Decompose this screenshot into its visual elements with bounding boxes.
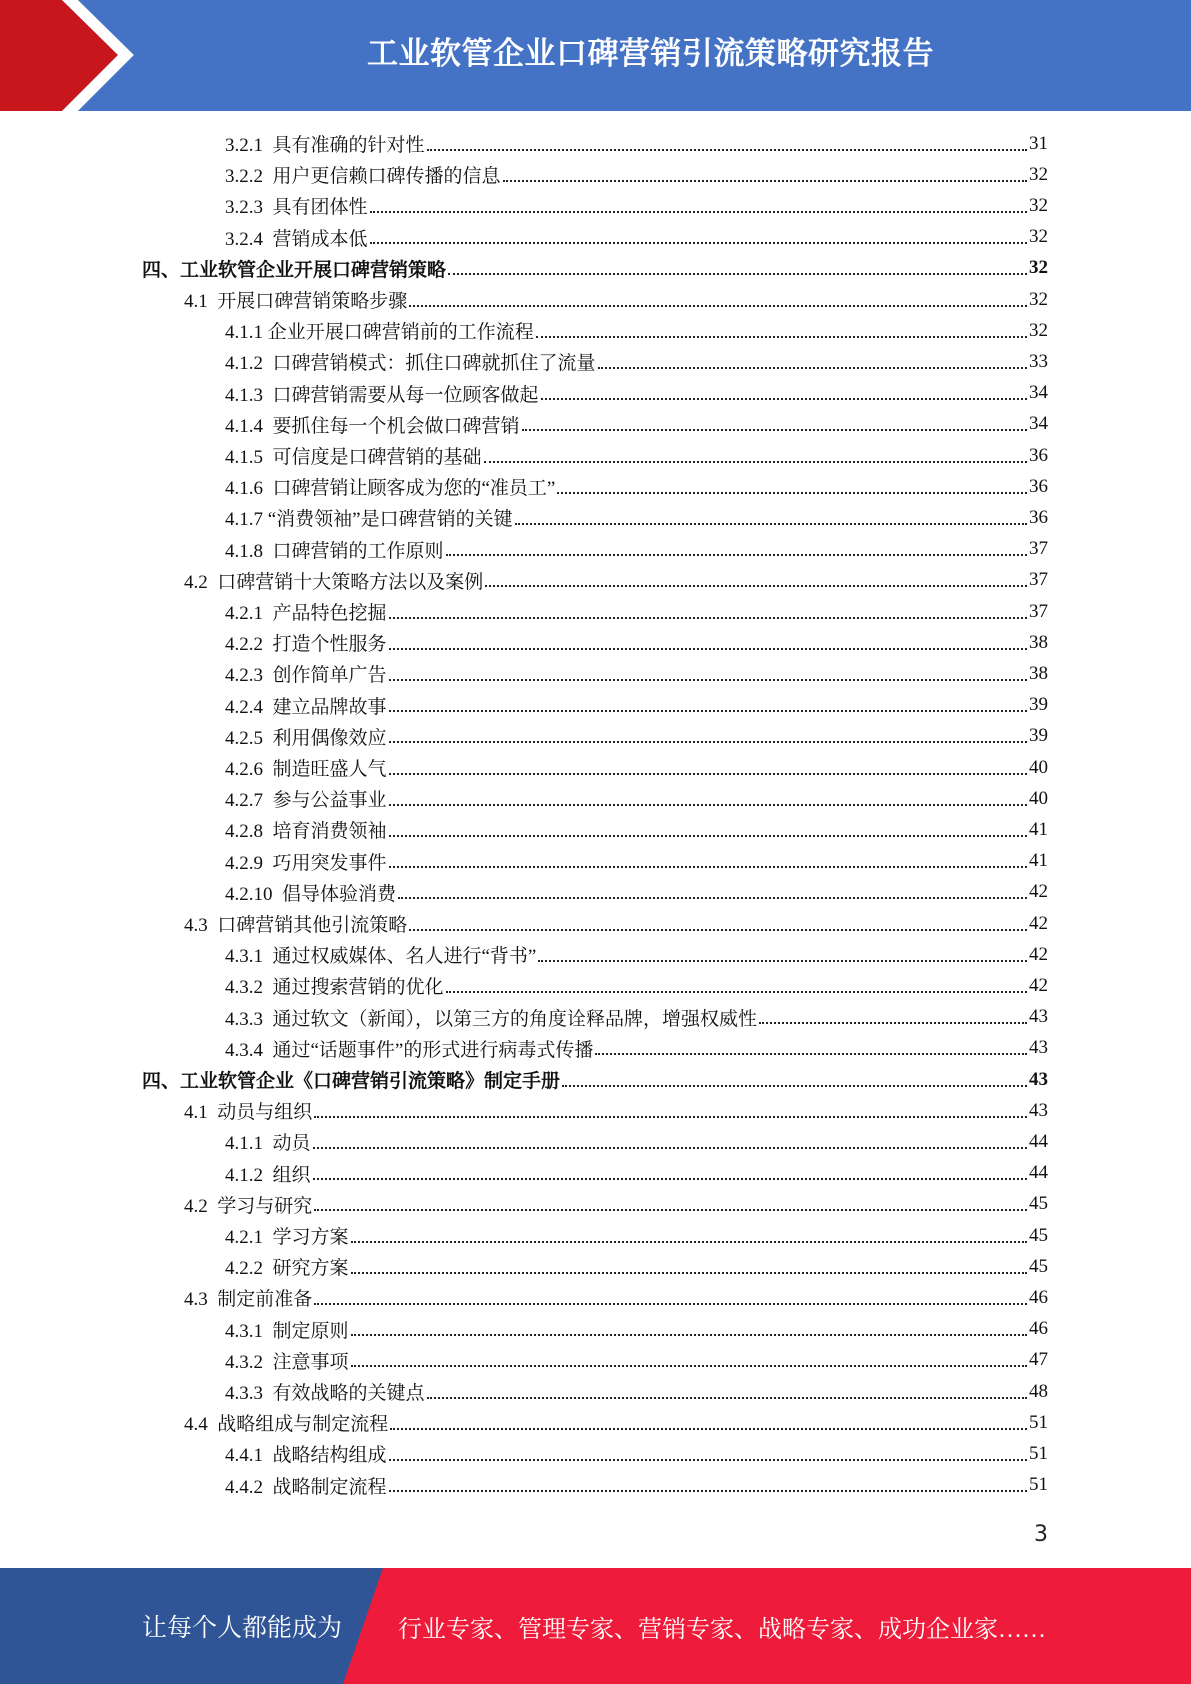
toc-leader-dots bbox=[541, 398, 1027, 400]
toc-entry[interactable] bbox=[225, 721, 1048, 752]
toc-leader-dots bbox=[595, 1053, 1027, 1055]
toc-leader-dots bbox=[562, 1085, 1027, 1087]
toc-entry[interactable] bbox=[184, 1407, 1048, 1438]
toc-leader-dots bbox=[389, 648, 1027, 650]
toc-entry[interactable] bbox=[225, 502, 1048, 533]
toc-entry-page: 42 bbox=[1029, 943, 1048, 965]
toc-entry-label: 4.3.4 通过“话题事件”的形式进行病毒式传播 bbox=[225, 1039, 594, 1061]
toc-leader-dots bbox=[351, 1365, 1027, 1367]
toc-entry-page: 38 bbox=[1029, 662, 1048, 684]
toc-entry-page: 37 bbox=[1029, 569, 1048, 591]
toc-leader-dots bbox=[389, 773, 1027, 775]
toc-leader-dots bbox=[313, 1178, 1027, 1180]
toc-leader-dots bbox=[409, 929, 1027, 931]
toc-entry[interactable] bbox=[225, 471, 1048, 502]
toc-entry[interactable] bbox=[225, 1470, 1048, 1501]
toc-entry-label: 4.1.7 “消费领袖”是口碑营销的关键 bbox=[225, 509, 513, 531]
toc-entry-label: 4.1.2 口碑营销模式：抓住口碑就抓住了流量 bbox=[225, 353, 596, 375]
toc-leader-dots bbox=[389, 804, 1027, 806]
toc-entry-label: 3.2.3 具有团体性 bbox=[225, 197, 368, 219]
toc-entry-label: 3.2.2 用户更信赖口碑传播的信息 bbox=[225, 166, 501, 188]
toc-entry-page: 42 bbox=[1029, 881, 1048, 903]
toc-entry[interactable] bbox=[225, 783, 1048, 814]
toc-leader-dots bbox=[313, 1147, 1027, 1149]
toc-entry[interactable] bbox=[225, 1251, 1048, 1282]
toc-entry-page: 36 bbox=[1029, 506, 1048, 528]
toc-entry[interactable] bbox=[225, 159, 1048, 190]
toc-entry-label: 4.3 口碑营销其他引流策略 bbox=[184, 915, 408, 936]
toc-entry-page: 32 bbox=[1029, 319, 1048, 341]
toc-entry-label: 3.2.1 具有准确的针对性 bbox=[225, 135, 425, 156]
toc-entry[interactable] bbox=[225, 1002, 1048, 1033]
toc-leader-dots bbox=[389, 741, 1027, 743]
toc-entry-label: 4.2.10 倡导体验消费 bbox=[225, 883, 397, 905]
toc-entry-label: 4.1.3 口碑营销需要从每一位顾客做起 bbox=[225, 384, 539, 406]
toc-entry-page: 42 bbox=[1029, 974, 1048, 996]
toc-entry-label: 4.3.3 有效战略的关键点 bbox=[225, 1383, 425, 1404]
toc-entry-page: 47 bbox=[1029, 1349, 1048, 1371]
toc-entry-page: 43 bbox=[1029, 1037, 1048, 1059]
toc-entry-page: 32 bbox=[1029, 257, 1048, 279]
toc-entry[interactable] bbox=[184, 1189, 1048, 1220]
footer-slogan-left: 让每个人都能成为 bbox=[142, 1615, 343, 1642]
toc-entry-page: 43 bbox=[1029, 1068, 1048, 1090]
toc-leader-dots bbox=[390, 1428, 1027, 1430]
toc-entry[interactable] bbox=[225, 346, 1048, 377]
toc-entry[interactable] bbox=[225, 846, 1048, 877]
toc-entry-page: 36 bbox=[1029, 444, 1048, 466]
toc-entry-page: 37 bbox=[1029, 538, 1048, 560]
toc-leader-dots bbox=[446, 991, 1027, 993]
toc-leader-dots bbox=[598, 367, 1027, 369]
toc-entry[interactable] bbox=[225, 1314, 1048, 1345]
toc-leader-dots bbox=[759, 1022, 1027, 1024]
toc-entry-page: 31 bbox=[1029, 132, 1048, 154]
toc-entry-label: 4.1.1 动员 bbox=[225, 1133, 311, 1155]
toc-entry-page: 43 bbox=[1029, 1099, 1048, 1121]
toc-entry-page: 32 bbox=[1029, 226, 1048, 248]
toc-entry-label: 4.2.2 研究方案 bbox=[225, 1258, 349, 1280]
toc-entry-page: 44 bbox=[1029, 1162, 1048, 1184]
toc-entry[interactable] bbox=[184, 908, 1048, 939]
toc-entry-page: 45 bbox=[1029, 1255, 1048, 1277]
toc-entry[interactable] bbox=[225, 658, 1048, 689]
toc-entry-label: 4.3.1 通过权威媒体、名人进行“背书” bbox=[225, 946, 537, 968]
toc-entry[interactable] bbox=[225, 1438, 1048, 1469]
toc-entry-label: 4.2.7 参与公益事业 bbox=[225, 790, 387, 812]
page-header bbox=[0, 0, 1191, 111]
toc-entry[interactable] bbox=[142, 253, 1048, 284]
toc-leader-dots bbox=[427, 149, 1027, 151]
toc-entry-label: 四、工业软管企业《口碑营销引流策略》制定手册 bbox=[142, 1071, 561, 1092]
toc-leader-dots bbox=[389, 1490, 1027, 1492]
toc-entry-label: 4.1.8 口碑营销的工作原则 bbox=[225, 540, 444, 562]
toc-entry-page: 32 bbox=[1029, 163, 1048, 185]
toc-entry-page: 37 bbox=[1029, 600, 1048, 622]
toc-entry[interactable] bbox=[184, 1095, 1048, 1126]
toc-entry-label: 四、工业软管企业开展口碑营销策略 bbox=[142, 259, 447, 281]
toc-leader-dots bbox=[515, 523, 1027, 525]
toc-leader-dots bbox=[485, 585, 1027, 587]
toc-leader-dots bbox=[389, 617, 1027, 619]
toc-leader-dots bbox=[538, 960, 1027, 962]
page-footer bbox=[0, 1568, 1191, 1684]
toc-entry-page: 40 bbox=[1029, 756, 1048, 778]
toc-entry-label: 4.1 开展口碑营销策略步骤 bbox=[184, 291, 408, 312]
toc-leader-dots bbox=[522, 429, 1027, 431]
toc-leader-dots bbox=[351, 1241, 1027, 1243]
toc-entry[interactable] bbox=[184, 1282, 1048, 1313]
toc-leader-dots bbox=[446, 554, 1027, 556]
toc-entry[interactable] bbox=[225, 190, 1048, 221]
toc-leader-dots bbox=[389, 866, 1027, 868]
toc-entry-label: 4.3.1 制定原则 bbox=[225, 1320, 349, 1342]
toc-entry-label: 4.2.8 培育消费领袖 bbox=[225, 821, 387, 843]
toc-entry[interactable] bbox=[225, 596, 1048, 627]
toc-entry-label: 4.2 学习与研究 bbox=[184, 1195, 313, 1217]
toc-leader-dots bbox=[557, 492, 1027, 494]
toc-entry-label: 4.3.2 通过搜索营销的优化 bbox=[225, 977, 444, 999]
toc-entry[interactable] bbox=[225, 222, 1048, 253]
toc-entry-page: 34 bbox=[1029, 413, 1048, 435]
report-title: 工业软管企业口碑营销引流策略研究报告 bbox=[367, 35, 934, 72]
toc-leader-dots bbox=[389, 679, 1027, 681]
toc-entry[interactable] bbox=[225, 315, 1048, 346]
toc-leader-dots bbox=[409, 305, 1027, 307]
toc-entry-page: 33 bbox=[1029, 350, 1048, 372]
toc-entry-page: 38 bbox=[1029, 631, 1048, 653]
toc-entry-label: 4.2 口碑营销十大策略方法以及案例 bbox=[184, 571, 484, 593]
toc-entry-page: 34 bbox=[1029, 382, 1048, 404]
toc-entry-label: 4.3.2 注意事项 bbox=[225, 1351, 349, 1373]
toc-entry-page: 43 bbox=[1029, 1006, 1048, 1028]
toc-entry-page: 40 bbox=[1029, 787, 1048, 809]
toc-entry-page: 45 bbox=[1029, 1224, 1048, 1246]
toc-entry-page: 51 bbox=[1029, 1474, 1048, 1496]
toc-leader-dots bbox=[448, 273, 1027, 275]
toc-entry-page: 44 bbox=[1029, 1130, 1048, 1152]
toc-entry-label: 4.2.5 利用偶像效应 bbox=[225, 727, 387, 749]
toc-leader-dots bbox=[370, 242, 1027, 244]
toc-entry-page: 32 bbox=[1029, 288, 1048, 310]
toc-entry-page: 46 bbox=[1029, 1318, 1048, 1340]
toc-entry[interactable] bbox=[142, 1064, 1048, 1095]
toc-entry-label: 4.2.4 建立品牌故事 bbox=[225, 696, 387, 718]
toc-entry-page: 41 bbox=[1029, 850, 1048, 872]
toc-leader-dots bbox=[389, 1459, 1027, 1461]
toc-entry-label: 4.4.2 战略制定流程 bbox=[225, 1476, 387, 1498]
toc-entry-page: 39 bbox=[1029, 725, 1048, 747]
toc-entry[interactable] bbox=[184, 284, 1048, 315]
toc-leader-dots bbox=[503, 180, 1027, 182]
toc-entry[interactable] bbox=[225, 690, 1048, 721]
toc-entry[interactable] bbox=[225, 1033, 1048, 1064]
toc-entry[interactable] bbox=[225, 1158, 1048, 1189]
toc-entry[interactable] bbox=[225, 627, 1048, 658]
toc-leader-dots bbox=[484, 461, 1027, 463]
toc-entry-label: 4.3 制定前准备 bbox=[184, 1289, 313, 1311]
toc-leader-dots bbox=[314, 1116, 1027, 1118]
toc-entry-label: 4.4.1 战略结构组成 bbox=[225, 1445, 387, 1467]
toc-entry-page: 32 bbox=[1029, 194, 1048, 216]
page-number: 3 bbox=[1034, 1522, 1048, 1547]
toc-entry-page: 48 bbox=[1029, 1380, 1048, 1402]
toc-entry[interactable] bbox=[184, 565, 1048, 596]
toc-entry-label: 4.1.1 企业开展口碑营销前的工作流程 bbox=[225, 322, 534, 344]
toc-entry-label: 4.1.5 可信度是口碑营销的基础 bbox=[225, 447, 482, 468]
toc-entry-label: 4.2.9 巧用突发事件 bbox=[225, 852, 387, 874]
toc-leader-dots bbox=[351, 1334, 1027, 1336]
toc-entry-label: 4.2.2 打造个性服务 bbox=[225, 634, 387, 656]
toc-entry[interactable] bbox=[225, 1126, 1048, 1157]
toc-entry-label: 4.2.3 创作简单广告 bbox=[225, 665, 387, 687]
toc-entry-label: 4.2.1 产品特色挖掘 bbox=[225, 603, 387, 624]
toc-entry[interactable] bbox=[225, 752, 1048, 783]
footer-slogan-right: 行业专家、管理专家、营销专家、战略专家、成功企业家…… bbox=[398, 1616, 1046, 1643]
toc-entry[interactable] bbox=[225, 409, 1048, 440]
header-arrow-decoration bbox=[0, 0, 150, 111]
toc-entry-page: 46 bbox=[1029, 1286, 1048, 1308]
toc-leader-dots bbox=[398, 897, 1027, 899]
toc-leader-dots bbox=[389, 835, 1027, 837]
toc-entry[interactable] bbox=[225, 1376, 1048, 1407]
toc-entry-page: 41 bbox=[1029, 818, 1048, 840]
toc-entry-label: 3.2.4 营销成本低 bbox=[225, 228, 368, 250]
toc-entry[interactable] bbox=[225, 814, 1048, 845]
toc-entry-label: 4.1 动员与组织 bbox=[184, 1102, 313, 1124]
toc-entry-label: 4.4 战略组成与制定流程 bbox=[184, 1414, 389, 1436]
toc-entry-page: 51 bbox=[1029, 1442, 1048, 1464]
toc-entry-label: 4.1.2 组织 bbox=[225, 1164, 311, 1186]
toc-entry-page: 39 bbox=[1029, 694, 1048, 716]
toc-entry[interactable] bbox=[225, 378, 1048, 409]
toc-leader-dots bbox=[314, 1209, 1027, 1211]
toc-entry[interactable] bbox=[225, 534, 1048, 565]
toc-entry[interactable] bbox=[225, 970, 1048, 1001]
toc-entry[interactable] bbox=[225, 939, 1048, 970]
toc-entry-label: 4.2.1 学习方案 bbox=[225, 1227, 349, 1248]
toc-leader-dots bbox=[427, 1397, 1027, 1399]
toc-leader-dots bbox=[389, 710, 1027, 712]
toc-entry-page: 42 bbox=[1029, 912, 1048, 934]
toc-leader-dots bbox=[536, 336, 1027, 338]
toc-leader-dots bbox=[351, 1272, 1027, 1274]
toc-entry-page: 45 bbox=[1029, 1193, 1048, 1215]
toc-leader-dots bbox=[370, 211, 1027, 213]
toc-leader-dots bbox=[314, 1303, 1027, 1305]
toc-entry-label: 4.1.6 口碑营销让顾客成为您的“准员工” bbox=[225, 478, 556, 500]
toc-entry-label: 4.2.6 制造旺盛人气 bbox=[225, 759, 387, 780]
toc-entry-label: 4.1.4 要抓住每一个机会做口碑营销 bbox=[225, 415, 520, 437]
toc-entry[interactable] bbox=[225, 128, 1048, 159]
toc-entry[interactable] bbox=[225, 1220, 1048, 1251]
toc-entry[interactable] bbox=[225, 877, 1048, 908]
toc-entry-page: 51 bbox=[1029, 1411, 1048, 1433]
toc-entry[interactable] bbox=[225, 440, 1048, 471]
toc-entry-page: 36 bbox=[1029, 475, 1048, 497]
toc-entry[interactable] bbox=[225, 1345, 1048, 1376]
toc-entry-label: 4.3.3 通过软文（新闻），以第三方的角度诠释品牌，增强权威性 bbox=[225, 1008, 758, 1030]
